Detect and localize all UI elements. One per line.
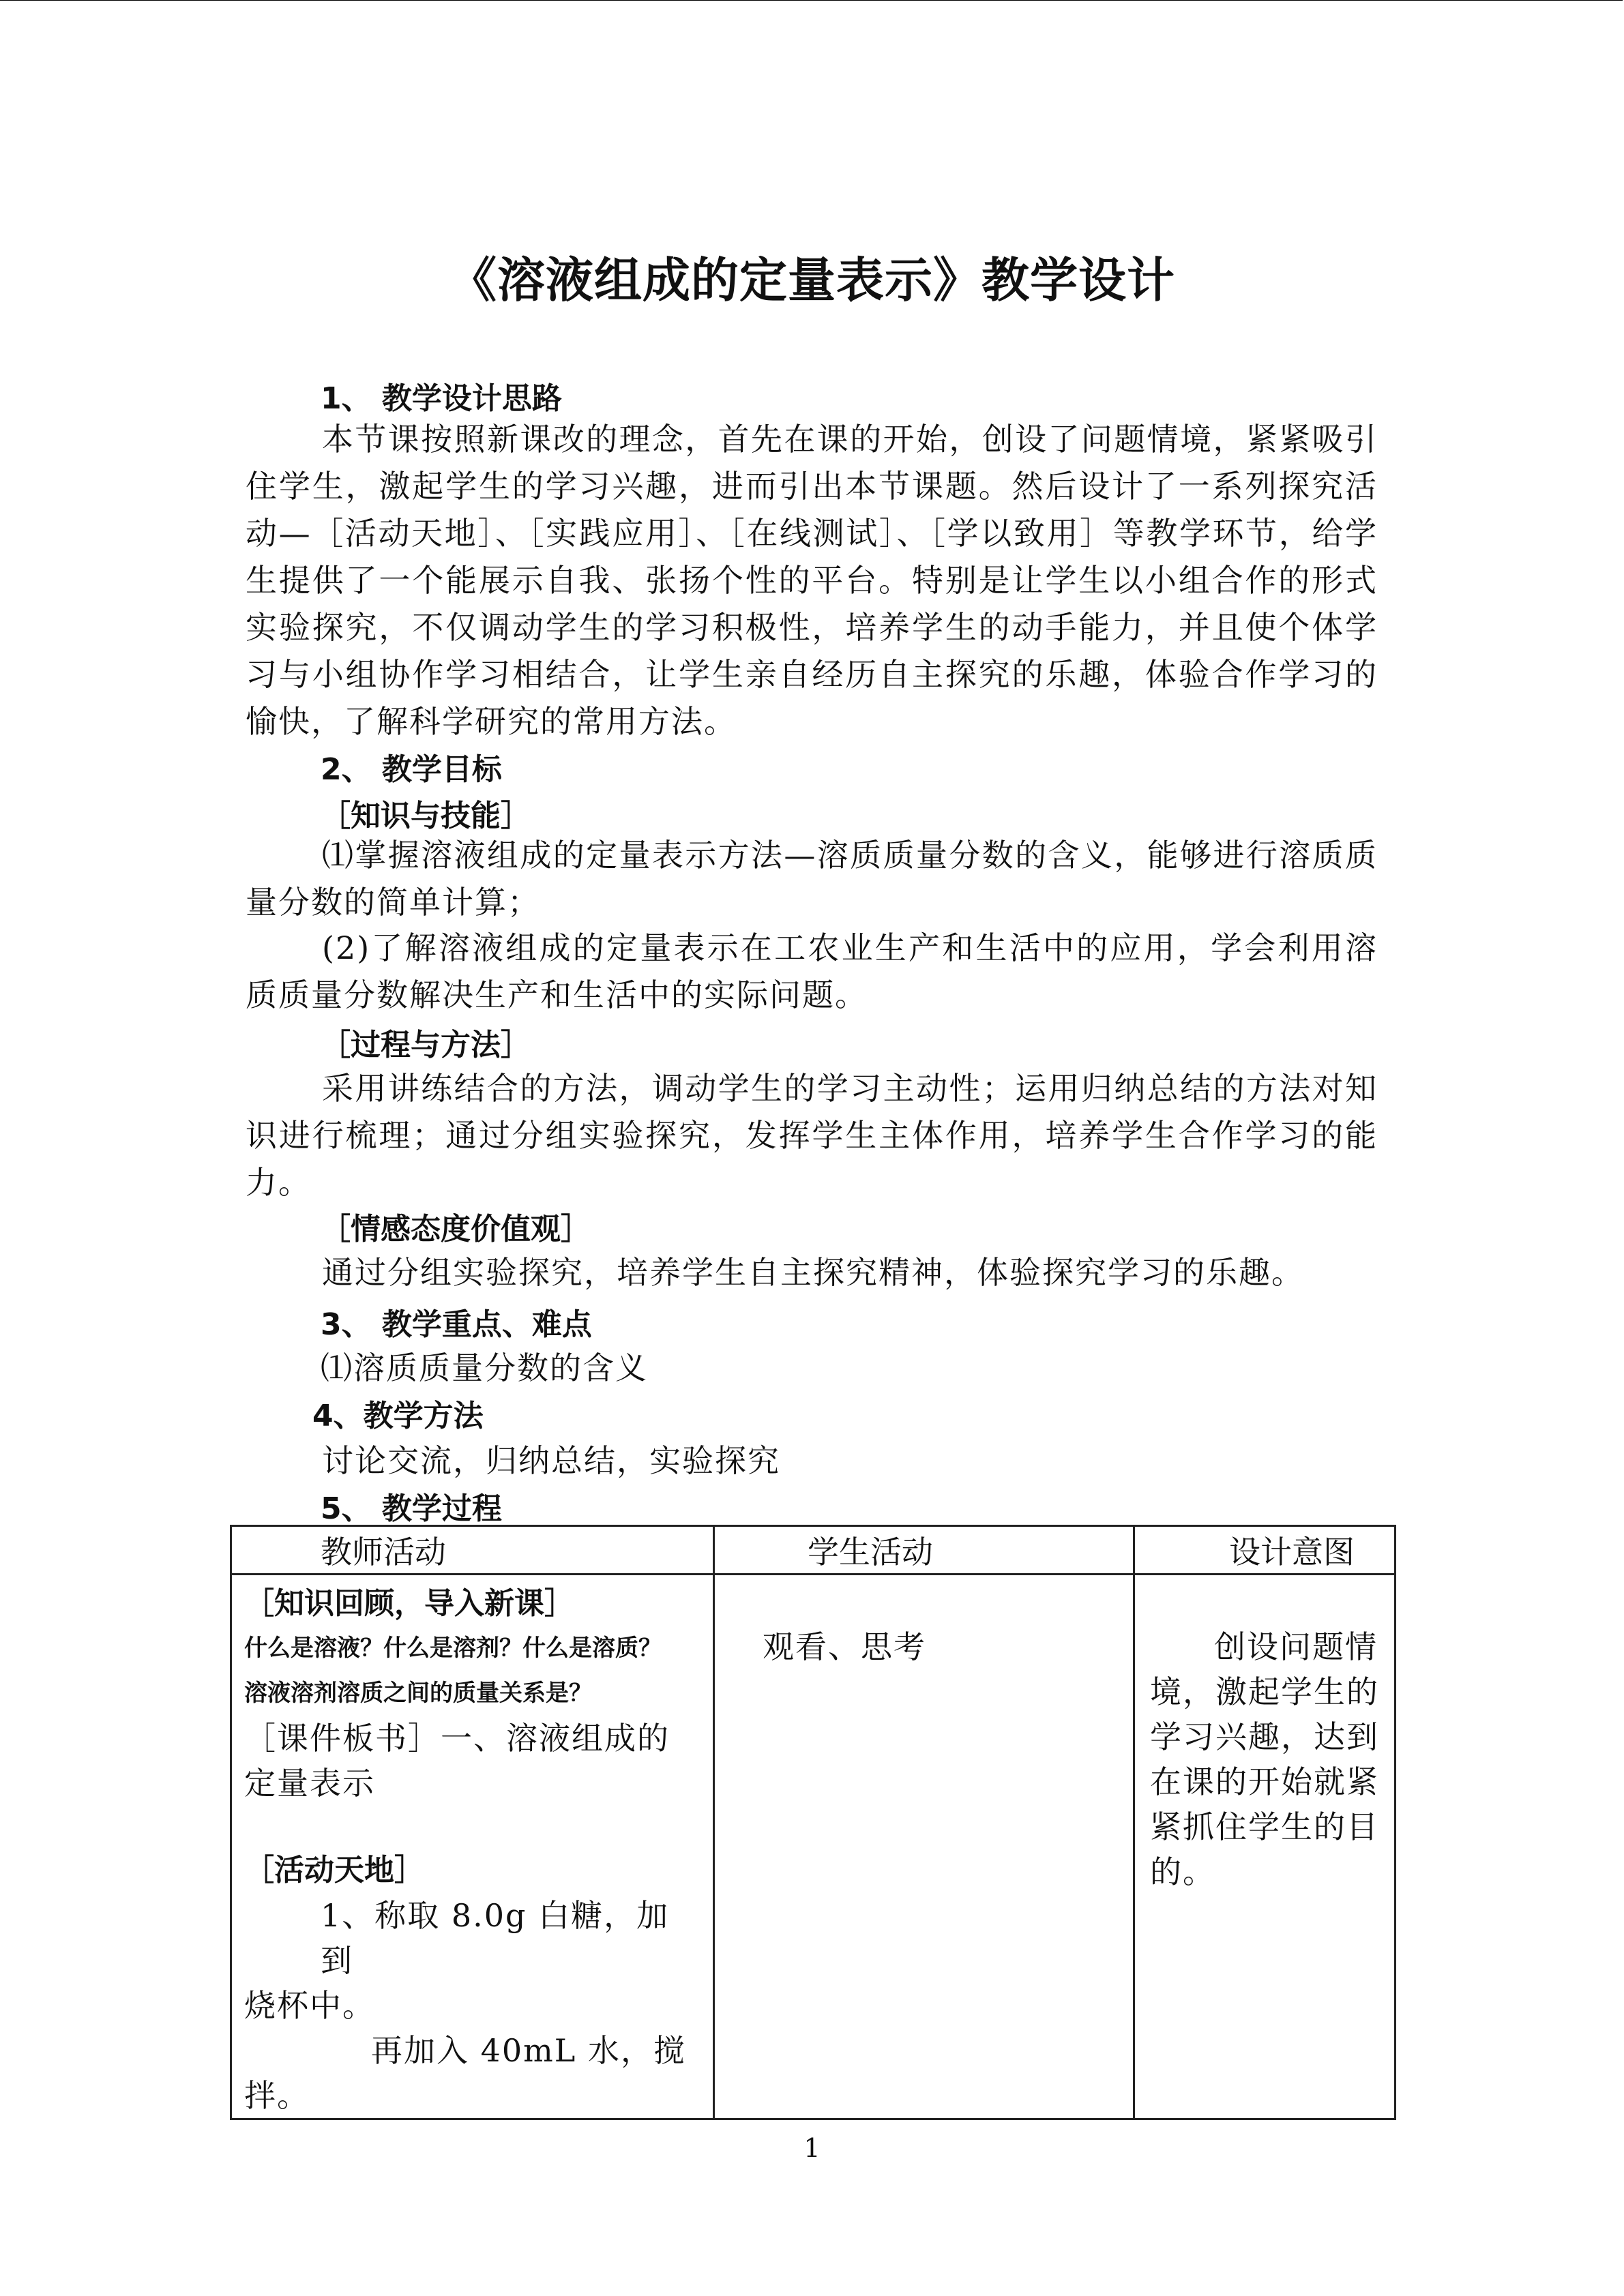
process-method-heading: ［过程与方法］ xyxy=(321,1028,531,1062)
review-question-1: 什么是溶液？什么是溶剂？什么是溶质？ xyxy=(244,1635,662,1662)
design-intent-cell xyxy=(1134,1575,1396,2119)
process-method-text: 采用讲练结合的方法，调动学生的学习主动性；运用归纳总结的方法对知识进行梳理；通过分组实验探究，发挥学生主体作用，培养学生合作学习的能力。 xyxy=(246,1070,1378,1201)
section4-text: 讨论交流，归纳总结，实验探究 xyxy=(322,1442,780,1479)
document-title: 《溶液组成的定量表示》教学设计 xyxy=(449,252,1175,308)
intent-line-1: 创设问题情 xyxy=(1214,1628,1378,1665)
section3-item: ⑴溶质质量分数的含义 xyxy=(321,1350,648,1386)
table-row xyxy=(231,1575,1396,2119)
knowledge-item-1: ⑴掌握溶液组成的定量表示方法—溶质质量分数的含义，能够进行溶质质量分数的简单计算； xyxy=(246,837,1378,921)
emotion-text: 通过分组实验探究，培养学生自主探究精神，体验探究学习的乐趣。 xyxy=(322,1254,1304,1291)
step2-line-2: 拌。 xyxy=(244,2077,310,2114)
header-design-intent: 设计意图 xyxy=(1134,1526,1396,1575)
step2-line-1: 再加入 40mL 水，搅 xyxy=(371,2032,686,2069)
intent-line-4: 在课的开始就紧 xyxy=(1150,1763,1379,1800)
section5-heading: 5、 教学过程 xyxy=(321,1491,502,1526)
step1-line-2: 烧杯中。 xyxy=(244,1987,375,2024)
knowledge-heading: ［知识与技能］ xyxy=(321,799,531,833)
step1-line-1: 1、称取 8.0g 白糖，加到 xyxy=(321,1897,670,1979)
board-line-1: ［课件板书］一、溶液组成的 xyxy=(244,1720,670,1757)
table-header-row xyxy=(231,1526,1396,1575)
intent-line-6: 的。 xyxy=(1150,1853,1215,1890)
review-question-2: 溶液溶剂溶质之间的质量关系是？ xyxy=(244,1680,592,1707)
section1-heading: 1、 教学设计思路 xyxy=(321,381,562,416)
section3-heading: 3、 教学重点、难点 xyxy=(321,1307,592,1342)
student-activity-text: 观看、思考 xyxy=(763,1628,926,1665)
teacher-activity-cell xyxy=(231,1575,714,2119)
review-heading: ［知识回顾，导入新课］ xyxy=(244,1586,574,1621)
intent-line-3: 学习兴趣，达到 xyxy=(1150,1718,1379,1755)
intent-line-2: 境，激起学生的 xyxy=(1150,1673,1379,1710)
teaching-process-table xyxy=(230,1525,1396,2120)
activity-heading: ［活动天地］ xyxy=(244,1853,424,1888)
knowledge-item-2: (2)了解溶液组成的定量表示在工农业生产和生活中的应用，学会利用溶质质量分数解决生产和生活中的实际问题。 xyxy=(246,929,1378,1013)
emotion-heading: ［情感态度价值观］ xyxy=(321,1212,591,1247)
section4-heading: 4、教学方法 xyxy=(312,1399,484,1433)
page-number: 1 xyxy=(803,2133,821,2163)
student-activity-cell xyxy=(714,1575,1134,2119)
board-line-2: 定量表示 xyxy=(244,1765,375,1802)
section2-heading: 2、 教学目标 xyxy=(321,752,502,787)
header-teacher-activity: 教师活动 xyxy=(231,1526,714,1575)
header-student-activity: 学生活动 xyxy=(714,1526,1134,1575)
intent-line-5: 紧抓住学生的目 xyxy=(1150,1808,1379,1845)
section1-paragraph: 本节课按照新课改的理念，首先在课的开始，创设了问题情境，紧紧吸引住学生，激起学生的学习兴趣，进而引出本节课题。然后设计了一系列探究活动—［活动天地］、［实践应用］、［在线测试］、［学以致用］等教学环节，给学生提供了一个能展示自我、张扬个性的平台。特别是让学生以小组合作的形式实验探究，不仅调动学生的学习积极性，培养学生的动手能力，并且使个体学习与小组协作学习相结合，让学生亲自经历自主探究的乐趣，体验合作学习的愉快，了解科学研究的常用方法。 xyxy=(246,421,1378,740)
page-top-border xyxy=(0,0,1623,1)
